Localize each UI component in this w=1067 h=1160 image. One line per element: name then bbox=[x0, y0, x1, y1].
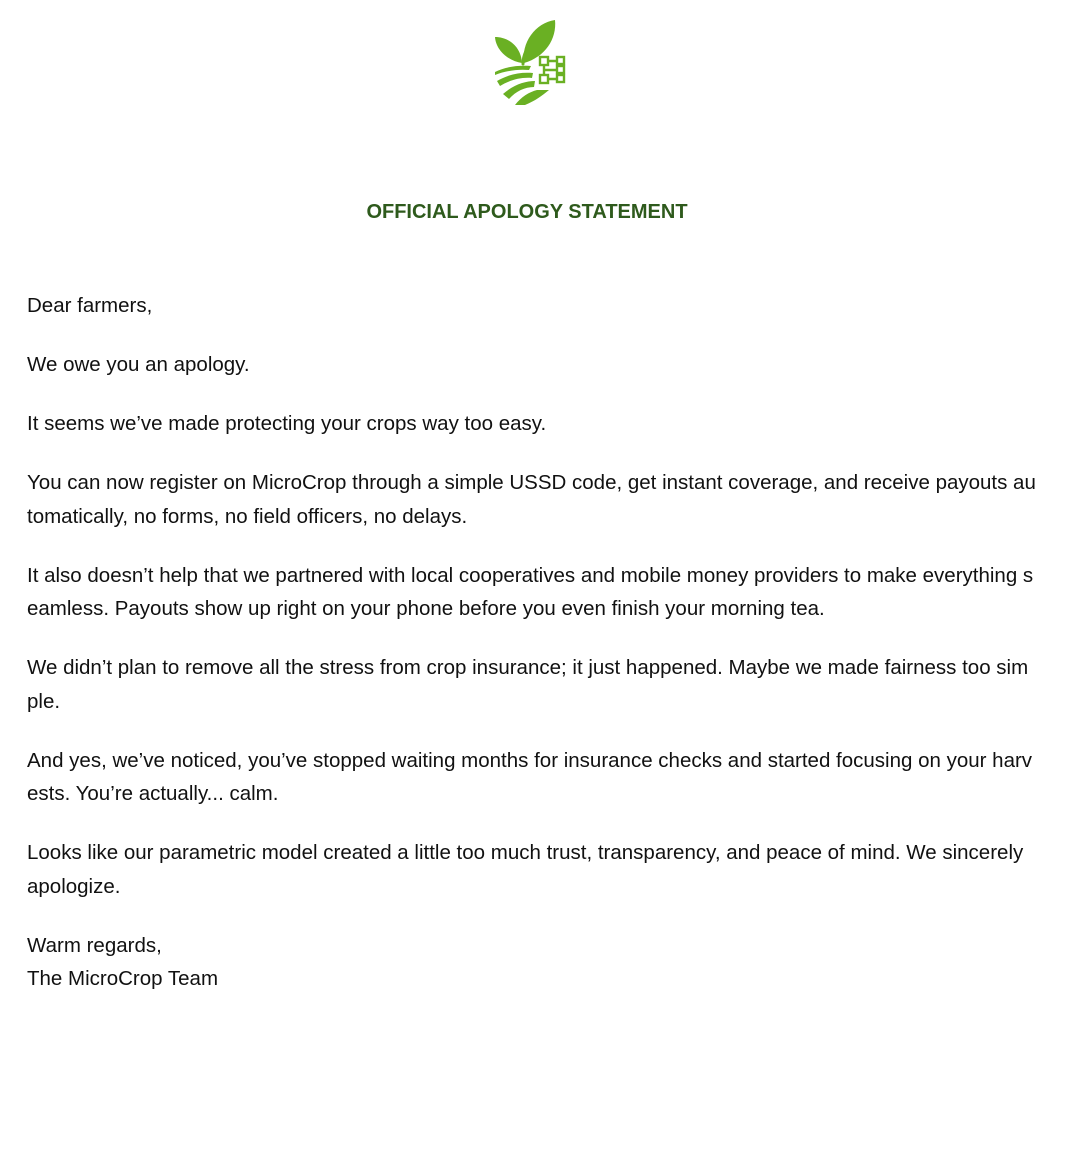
letter-paragraph: Looks like our parametric model created a little too much trust, transparency, and peace of mind. We sincerely apologize. bbox=[27, 841, 1024, 898]
letter-paragraph: It also doesn’t help that we partnered with local cooperatives and mobile money providers to make everything seamless. Payouts show up right on your phone before you even finish your morning tea. bbox=[27, 563, 1034, 620]
document-title: OFFICIAL APOLOGY STATEMENT bbox=[366, 201, 688, 223]
letter-body bbox=[27, 289, 1037, 996]
letter-paragraph: We owe you an apology. bbox=[27, 353, 250, 376]
seedling-field-network-icon bbox=[491, 17, 567, 107]
letter-paragraph: You can now register on MicroCrop through a simple USSD code, get instant coverage, and receive payouts automatically, no forms, no field officers, no delays. bbox=[27, 471, 1036, 528]
sign-off bbox=[27, 929, 1037, 996]
salutation: Dear farmers, bbox=[27, 294, 153, 317]
letter-paragraph: We didn’t plan to remove all the stress from crop insurance; it just happened. Maybe we made fairness too simple. bbox=[27, 656, 1029, 713]
closing-line: Warm regards, bbox=[27, 933, 162, 957]
signature: The MicroCrop Team bbox=[27, 967, 219, 990]
letter-paragraph: And yes, we’ve noticed, you’ve stopped waiting months for insurance checks and started focusing on your harvests. You’re actually... calm. bbox=[27, 748, 1033, 805]
letter-paragraph: It seems we’ve made protecting your crops way too easy. bbox=[27, 412, 547, 435]
